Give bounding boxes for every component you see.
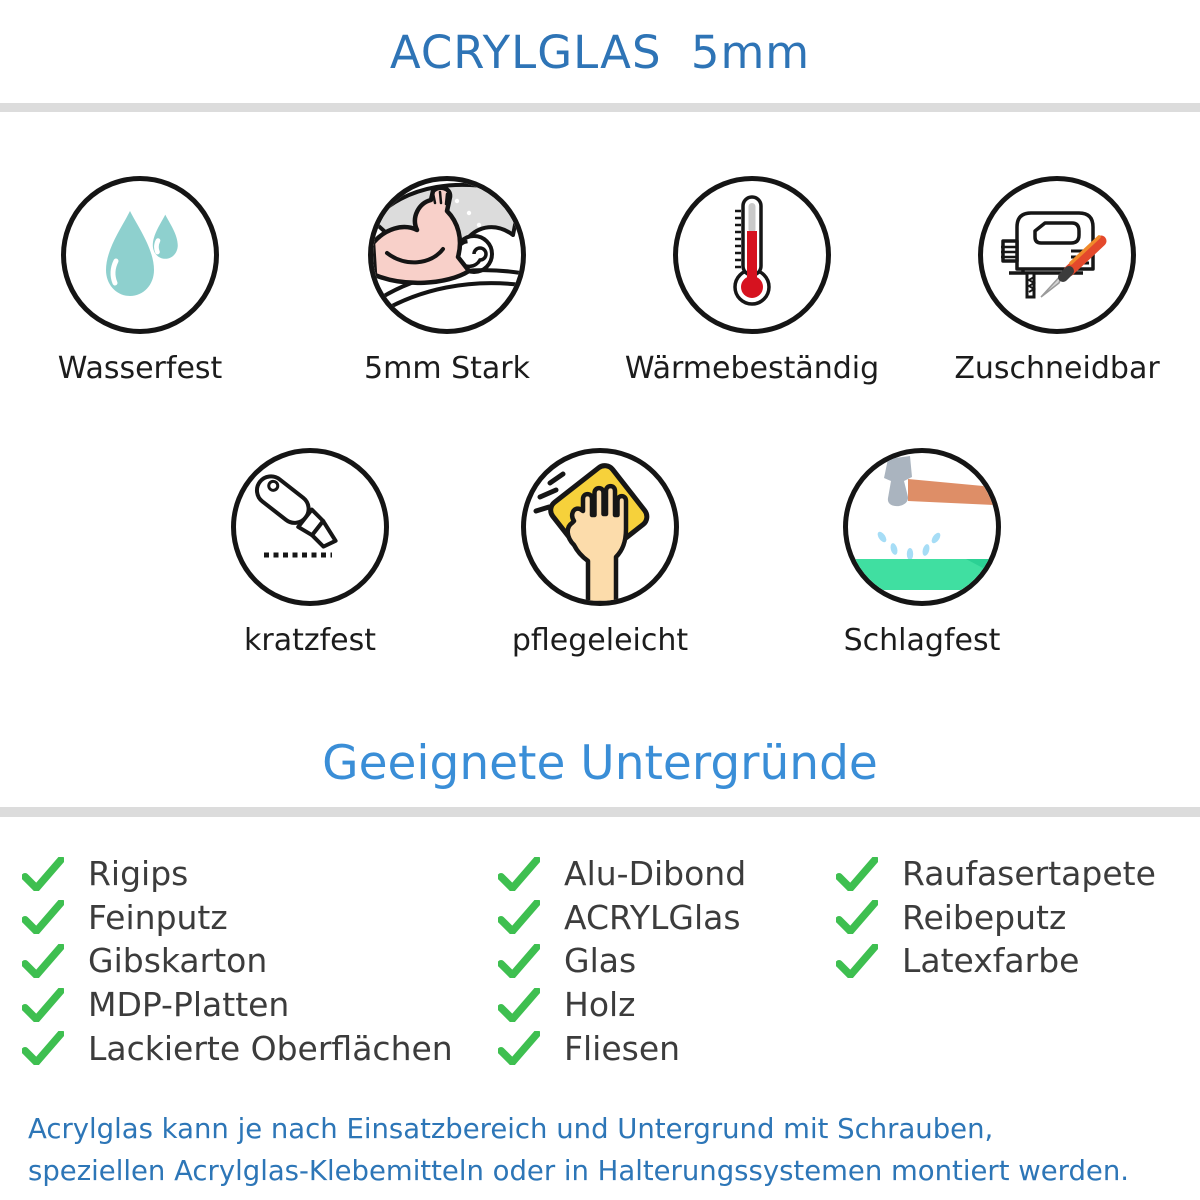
substrate-label: Gibskarton: [88, 941, 268, 981]
substrate-item: [22, 983, 453, 1027]
substrate-item: [22, 896, 453, 940]
check-icon: [22, 944, 64, 978]
check-icon: [22, 857, 64, 891]
substrate-item: [498, 1026, 746, 1070]
muscle-arm-icon: [368, 176, 526, 334]
substrate-label: Holz: [564, 985, 636, 1025]
substrate-label: ACRYLGlas: [564, 897, 741, 937]
jigsaw-icon: [978, 176, 1136, 334]
substrate-item: [22, 1026, 453, 1070]
feature-label: kratzfest: [243, 623, 376, 658]
substrate-item: [836, 852, 1156, 896]
substrate-item: [498, 939, 746, 983]
feature-label: Wärmebeständig: [624, 351, 880, 386]
substrate-label: Feinputz: [88, 897, 228, 937]
substrates-column-3: [836, 852, 1156, 983]
substrate-item: [498, 852, 746, 896]
substrate-item: [22, 852, 453, 896]
substrates-column-1: [22, 852, 453, 1070]
feature-label: 5mm Stark: [364, 351, 530, 386]
feature-label: Schlagfest: [843, 623, 1001, 658]
substrate-label: MDP-Platten: [88, 985, 290, 1025]
check-icon: [498, 857, 540, 891]
check-icon: [498, 1031, 540, 1065]
feature-pflegeleicht: [470, 448, 730, 658]
cleaning-cloth-hand-icon: [521, 448, 679, 606]
mounting-note-line: Acrylglas kann je nach Einsatzbereich und Untergrund mit Schrauben,: [28, 1113, 994, 1145]
check-icon: [836, 900, 878, 934]
substrate-label: Raufasertapete: [902, 854, 1156, 894]
divider-bar-top: [0, 103, 1200, 112]
feature-5mm-stark: [317, 176, 577, 386]
mounting-note: [28, 1108, 1188, 1192]
check-icon: [498, 900, 540, 934]
substrate-label: Alu-Dibond: [564, 854, 747, 894]
water-drops-icon: [61, 176, 219, 334]
feature-schlagfest: [792, 448, 1052, 658]
feature-kratzfest: [180, 448, 440, 658]
substrate-item: [836, 896, 1156, 940]
feature-zuschneidbar: [927, 176, 1187, 386]
utility-knife-icon: [231, 448, 389, 606]
check-icon: [22, 1031, 64, 1065]
check-icon: [22, 988, 64, 1022]
substrate-item: [498, 896, 746, 940]
check-icon: [836, 944, 878, 978]
feature-label: Zuschneidbar: [954, 351, 1160, 386]
thermometer-icon: [673, 176, 831, 334]
feature-label: pflegeleicht: [511, 623, 689, 658]
substrate-label: Latexfarbe: [902, 941, 1080, 981]
substrate-item: [22, 939, 453, 983]
substrate-item: [836, 939, 1156, 983]
page-title: ACRYLGLAS 5mm: [389, 26, 811, 79]
substrate-label: Rigips: [88, 854, 189, 894]
substrate-item: [498, 983, 746, 1027]
substrates-column-2: [498, 852, 746, 1070]
check-icon: [498, 988, 540, 1022]
divider-bar-middle: [0, 807, 1200, 817]
substrate-label: Reibeputz: [902, 897, 1067, 937]
substrate-label: Lackierte Oberflächen: [88, 1028, 453, 1068]
check-icon: [498, 944, 540, 978]
feature-wasserfest: [10, 176, 270, 386]
feature-waermebestaendig: [622, 176, 882, 386]
check-icon: [22, 900, 64, 934]
substrates-heading: Geeignete Untergründe: [322, 736, 878, 791]
mounting-note-line: speziellen Acrylglas-Klebemitteln oder in Halterungssystemen montiert werden.: [28, 1155, 1130, 1187]
substrate-label: Fliesen: [564, 1028, 681, 1068]
hammer-icon: [843, 448, 1001, 606]
substrate-label: Glas: [564, 941, 637, 981]
feature-label: Wasserfest: [57, 351, 223, 386]
check-icon: [836, 857, 878, 891]
